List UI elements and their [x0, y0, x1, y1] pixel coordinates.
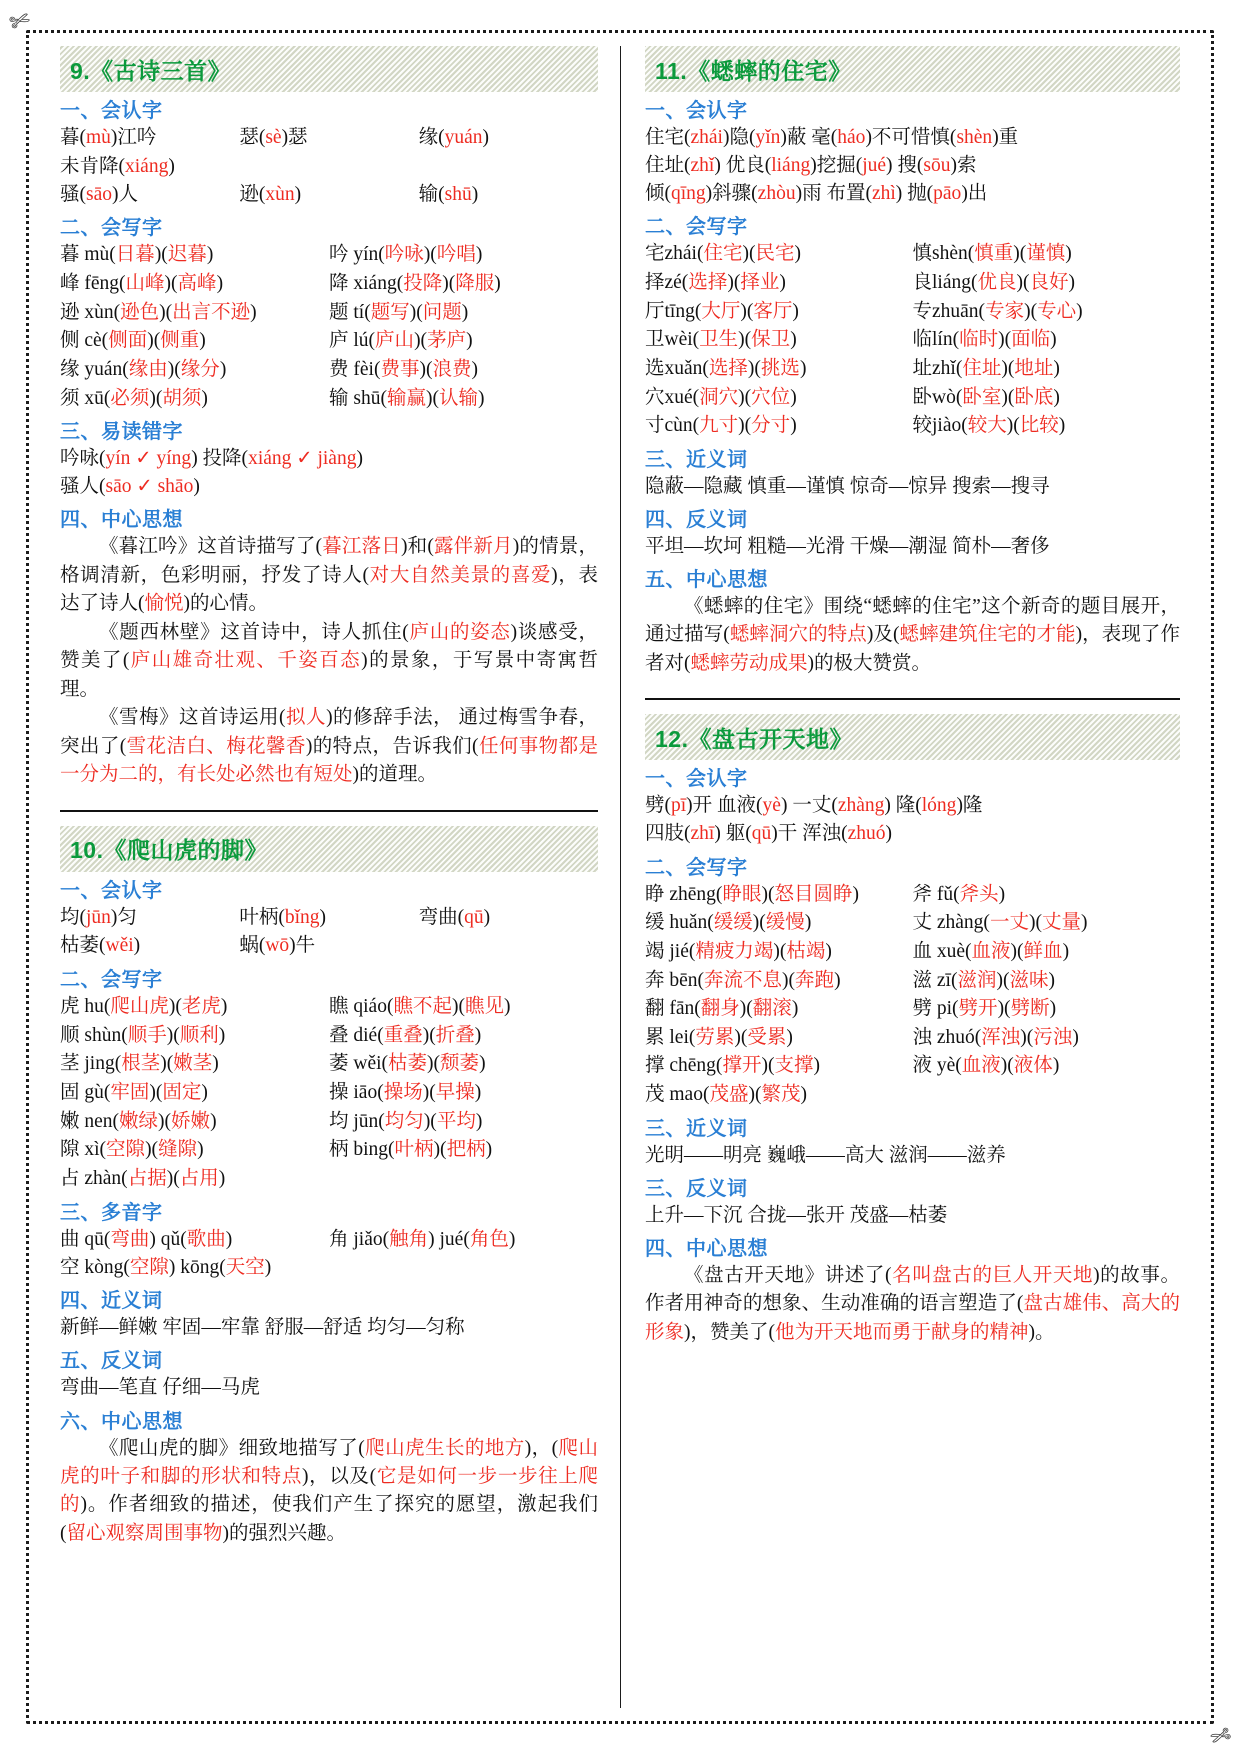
- word-entry: 址zhǐ(住址)(地址): [912, 357, 1060, 379]
- word-entry: 瞧 qiáo(瞧不起)(瞧见): [329, 996, 511, 1018]
- subsection-heading: 四、中心思想: [60, 509, 183, 532]
- summary-paragraph: 《题西林壁》这首诗中，诗人抓住(庐山的姿态)谈感受，赞美了(庐山雄奇壮观、千姿百态)的景象，于写景中寄寓哲理。: [60, 621, 598, 700]
- section-header: [645, 46, 1180, 92]
- word-row: [645, 909, 1180, 938]
- word-entry: 较jiào(较大)(比较): [912, 415, 1066, 437]
- word-entry: 费 fèi(费事)(浪费): [329, 359, 478, 381]
- section-title: 12.《盘古开天地》: [655, 725, 853, 752]
- word-entry: 题 tí(题写)(问题): [329, 301, 469, 323]
- word-entry: 操 iāo(操场)(早操): [329, 1081, 482, 1103]
- word-row: [60, 1079, 598, 1108]
- subsection-heading: 四、反义词: [645, 508, 748, 531]
- section-title: 11.《蟋蟀的住宅》: [655, 57, 852, 84]
- word-row: [60, 299, 598, 328]
- word-row: [60, 1226, 598, 1255]
- subsection-heading: 五、反义词: [60, 1350, 163, 1373]
- word-row: [60, 1022, 598, 1051]
- word-row: [60, 356, 598, 385]
- word-entry: 庐 lú(庐山)(茅庐): [329, 330, 473, 352]
- right-column: [620, 46, 1196, 1708]
- word-row: [645, 1052, 1180, 1081]
- word-entry: 叶柄(bǐng): [239, 906, 326, 928]
- word-entry: 厅tīng(大厅)(客厅): [645, 300, 799, 322]
- word-entry: 茎 jing(根茎)(嫩茎): [60, 1053, 219, 1075]
- word-entry: 逊(xùn): [239, 183, 302, 205]
- word-entry: 曲 qū(弯曲) qǔ(歌曲): [60, 1228, 233, 1250]
- word-entry: 茂 mao(茂盛)(繁茂): [645, 1084, 807, 1106]
- word-entry: 隙 xì(空隙)(缝隙): [60, 1139, 204, 1161]
- subsection-heading: 一、会认字: [60, 100, 163, 122]
- summary-paragraph: 《暮江吟》这首诗描写了(暮江落日)和(露伴新月)的情景，格调清新，色彩明丽，抒发了诗人(对大自然美景的喜爱)，表达了诗人(愉悦)的心情。: [60, 536, 598, 615]
- word-row: [645, 384, 1180, 413]
- word-entry: 固 gù(牢固)(固定): [60, 1081, 208, 1103]
- word-entry: 劈 pi(劈开)(劈断): [912, 998, 1057, 1020]
- section-header: [60, 46, 598, 92]
- subsection-heading: 三、近义词: [645, 448, 748, 471]
- word-entry: 穴xué(洞穴)(穴位): [645, 386, 797, 408]
- word-row: [60, 124, 598, 153]
- word-entry: 卫wèi(卫生)(保卫): [645, 329, 797, 351]
- word-row: [60, 1050, 598, 1079]
- subsection-heading: 四、中心思想: [645, 1237, 768, 1260]
- word-entry: 慎shèn(慎重)(谨慎): [912, 243, 1072, 265]
- section-title: 10.《爬山虎的脚》: [70, 837, 268, 864]
- content-line: 劈(pī)开 血液(yè) 一丈(zhàng) 隆(lóng)隆: [645, 795, 983, 817]
- word-entry: 叠 dié(重叠)(折叠): [329, 1024, 482, 1046]
- word-row: [60, 181, 598, 210]
- content-line: 新鲜—鲜嫩 牢固—牢靠 舒服—舒适 均匀—匀称: [60, 1317, 465, 1339]
- word-row: [645, 412, 1180, 441]
- content-line: 弯曲—笔直 仔细—马虎: [60, 1377, 260, 1399]
- word-row: [645, 995, 1180, 1024]
- word-row: [645, 1081, 1180, 1110]
- content-line: 住址(zhǐ) 优良(liáng)挖掘(jué) 搜(sōu)索: [645, 155, 977, 177]
- word-entry: 缘 yuán(缘由)(缘分): [60, 359, 227, 381]
- word-entry: 选xuǎn(选择)(挑选): [645, 357, 807, 379]
- word-entry: 斧 fǔ(斧头): [912, 883, 1006, 905]
- subsection-heading: 三、近义词: [645, 1117, 748, 1140]
- section-divider: [645, 698, 1180, 700]
- scissors-icon-top-left: ✄: [6, 6, 34, 38]
- word-row: [645, 269, 1180, 298]
- word-entry: 丈 zhàng(一丈)(丈量): [912, 912, 1088, 934]
- word-entry: 良liáng(优良)(良好): [912, 271, 1076, 293]
- word-entry: 睁 zhēng(睁眼)(怒目圆睁): [645, 883, 859, 905]
- word-entry: 均(jūn)匀: [60, 906, 137, 928]
- word-row: [60, 270, 598, 299]
- word-entry: 弯曲(qū): [418, 906, 491, 928]
- subsection-heading: 二、会写字: [60, 969, 163, 992]
- word-entry: 累 lei(劳累)(受累): [645, 1026, 793, 1048]
- word-row: [60, 1136, 598, 1165]
- content-line: 未肯降(xiáng): [60, 155, 175, 177]
- word-row: [645, 1024, 1180, 1053]
- content-line: 隐蔽—隐藏 慎重—谨慎 惊奇—惊异 搜索—搜寻: [645, 475, 1050, 497]
- word-row: [645, 881, 1180, 910]
- word-row: [645, 298, 1180, 327]
- content-line: 吟咏(yín ✓ yíng) 投降(xiáng ✓ jiàng): [60, 448, 363, 470]
- word-entry: 峰 fēng(山峰)(高峰): [60, 273, 224, 295]
- word-entry: 均 jūn(均匀)(平均): [329, 1110, 483, 1132]
- subsection-heading: 一、会认字: [645, 100, 748, 122]
- word-entry: 萎 wěi(枯萎)(颓萎): [329, 1053, 486, 1075]
- word-entry: 暮 mù(日暮)(迟暮): [60, 244, 214, 266]
- subsection-heading: 二、会写字: [645, 856, 748, 879]
- word-entry: 临lín(临时)(面临): [912, 329, 1057, 351]
- word-entry: 撑 chēng(撑开)(支撑): [645, 1055, 820, 1077]
- word-row: [645, 967, 1180, 996]
- summary-paragraph: 《蟋蟀的住宅》围绕“蟋蟀的住宅”这个新奇的题目展开，通过描写(蟋蟀洞穴的特点)及(蟋蟀建筑住宅的才能)，表现了作者对(蟋蟀劳动成果)的极大赞赏。: [645, 595, 1180, 674]
- word-entry: 逊 xùn(逊色)(出言不逊): [60, 301, 257, 323]
- word-entry: [913, 1081, 1181, 1110]
- word-entry: [419, 932, 598, 961]
- word-row: [60, 904, 598, 933]
- word-entry: 顺 shùn(顺手)(顺利): [60, 1024, 226, 1046]
- word-entry: 降 xiáng(投降)(降服): [329, 273, 501, 295]
- section-header: [60, 826, 598, 872]
- summary-paragraph: 《爬山虎的脚》细致地描写了(爬山虎生长的地方)，(爬山虎的叶子和脚的形状和特点)，以及(它是如何一步一步往上爬的)。作者细致的描述，使我们产生了探究的愿望，激起我们(留心观察周围事物)的强烈兴趣。: [60, 1437, 598, 1544]
- word-entry: 输 shū(输赢)(认输): [329, 387, 485, 409]
- content-line: 倾(qīng)斜骤(zhòu)雨 布置(zhì) 抛(pāo)出: [645, 183, 988, 205]
- word-row: [60, 327, 598, 356]
- word-entry: 骚(sāo)人: [60, 183, 138, 205]
- word-entry: 吟 yín(吟咏)(吟唱): [329, 244, 483, 266]
- word-entry: 瑟(sè)瑟: [239, 127, 308, 148]
- subsection-heading: 三、反义词: [645, 1177, 748, 1200]
- subsection-heading: 二、会写字: [645, 216, 748, 239]
- word-entry: 占 zhàn(占据)(占用): [60, 1167, 226, 1189]
- word-row: [645, 355, 1180, 384]
- content-line: 光明——明亮 巍峨——高大 滋润——滋养: [645, 1144, 1006, 1166]
- subsection-heading: 三、多音字: [60, 1201, 163, 1224]
- word-row: [60, 993, 598, 1022]
- word-entry: 择zé(选择)(择业): [645, 271, 786, 293]
- content-line: 住宅(zhái)隐(yǐn)蔽 毫(háo)不可惜慎(shèn)重: [645, 127, 1019, 148]
- word-entry: 液 yè(血液)(液体): [912, 1055, 1060, 1077]
- word-row: [645, 326, 1180, 355]
- word-row: [645, 240, 1180, 269]
- content-line: 上升—下沉 合拢—张开 茂盛—枯萎: [645, 1204, 948, 1226]
- word-row: [60, 1108, 598, 1137]
- word-row: [60, 241, 598, 270]
- scissors-icon-bottom-right: ✄: [1206, 1718, 1234, 1750]
- subsection-heading: 一、会认字: [645, 768, 748, 791]
- word-entry: 血 xuè(血液)(鲜血): [912, 940, 1070, 962]
- section-divider: [60, 810, 598, 812]
- word-row: [60, 932, 598, 961]
- word-entry: 枯萎(wěi): [60, 935, 141, 957]
- subsection-heading: 二、会写字: [60, 217, 163, 240]
- word-entry: 滋 zī(滋润)(滋味): [912, 969, 1055, 991]
- content-line: 骚人(sāo ✓ shāo): [60, 476, 200, 498]
- word-entry: 奔 bēn(奔流不息)(奔跑): [645, 969, 841, 991]
- word-row: [645, 938, 1180, 967]
- subsection-heading: 五、中心思想: [645, 568, 768, 591]
- section-title: 9.《古诗三首》: [70, 57, 232, 84]
- subsection-heading: 六、中心思想: [60, 1410, 183, 1433]
- word-entry: 翻 fān(翻身)(翻滚): [645, 998, 799, 1020]
- word-entry: 须 xū(必须)(胡须): [60, 387, 208, 409]
- word-entry: 蜗(wō)牛: [239, 935, 316, 957]
- word-entry: 浊 zhuó(浑浊)(污浊): [912, 1026, 1079, 1048]
- content-line: 空 kòng(空隙) kōng(天空): [60, 1257, 272, 1279]
- word-row: [60, 1165, 598, 1194]
- word-entry: 侧 cè(侧面)(侧重): [60, 330, 206, 352]
- word-entry: 输(shū): [418, 183, 479, 205]
- subsection-heading: 三、易读错字: [60, 421, 183, 444]
- worksheet-body: [44, 46, 1196, 1708]
- subsection-heading: 四、近义词: [60, 1290, 163, 1313]
- word-entry: 柄 bing(叶柄)(把柄): [329, 1139, 493, 1161]
- summary-paragraph: 《盘古开天地》讲述了(名叫盘古的巨人开天地)的故事。作者用神奇的想象、生动准确的语言塑造了(盘古雄伟、高大的形象)，赞美了(他为开天地而勇于献身的精神)。: [645, 1264, 1180, 1343]
- word-entry: 缘(yuán): [418, 127, 490, 148]
- word-row: [60, 385, 598, 414]
- content-line: 平坦—坎坷 粗糙—光滑 干燥—潮湿 简朴—奢侈: [645, 535, 1050, 557]
- word-entry: 虎 hu(爬山虎)(老虎): [60, 996, 228, 1018]
- word-entry: 缓 huǎn(缓缓)(缓慢): [645, 912, 812, 934]
- word-entry: 暮(mù)江吟: [60, 127, 157, 148]
- word-entry: [329, 1165, 598, 1194]
- summary-paragraph: 《雪梅》这首诗运用(拟人)的修辞手法， 通过梅雪争春，突出了(雪花洁白、梅花馨香)的特点，告诉我们(任何事物都是一分为二的，有长处必然也有短处)的道理。: [60, 707, 598, 786]
- word-entry: 宅zhái(住宅)(民宅): [645, 243, 802, 265]
- word-entry: 卧wò(卧室)(卧底): [912, 386, 1060, 408]
- subsection-heading: 一、会认字: [60, 879, 163, 902]
- left-column: [44, 46, 620, 1708]
- content-line: 四肢(zhī) 躯(qū)干 浑浊(zhuó): [645, 823, 892, 845]
- word-entry: 嫩 nen(嫩绿)(娇嫩): [60, 1110, 217, 1132]
- word-entry: 竭 jié(精疲力竭)(枯竭): [645, 940, 832, 962]
- word-entry: 角 jiǎo(触角) jué(角色): [329, 1228, 516, 1250]
- section-header: [645, 714, 1180, 760]
- word-entry: 专zhuān(专家)(专心): [912, 300, 1083, 322]
- word-entry: 寸cùn(九寸)(分寸): [645, 415, 797, 437]
